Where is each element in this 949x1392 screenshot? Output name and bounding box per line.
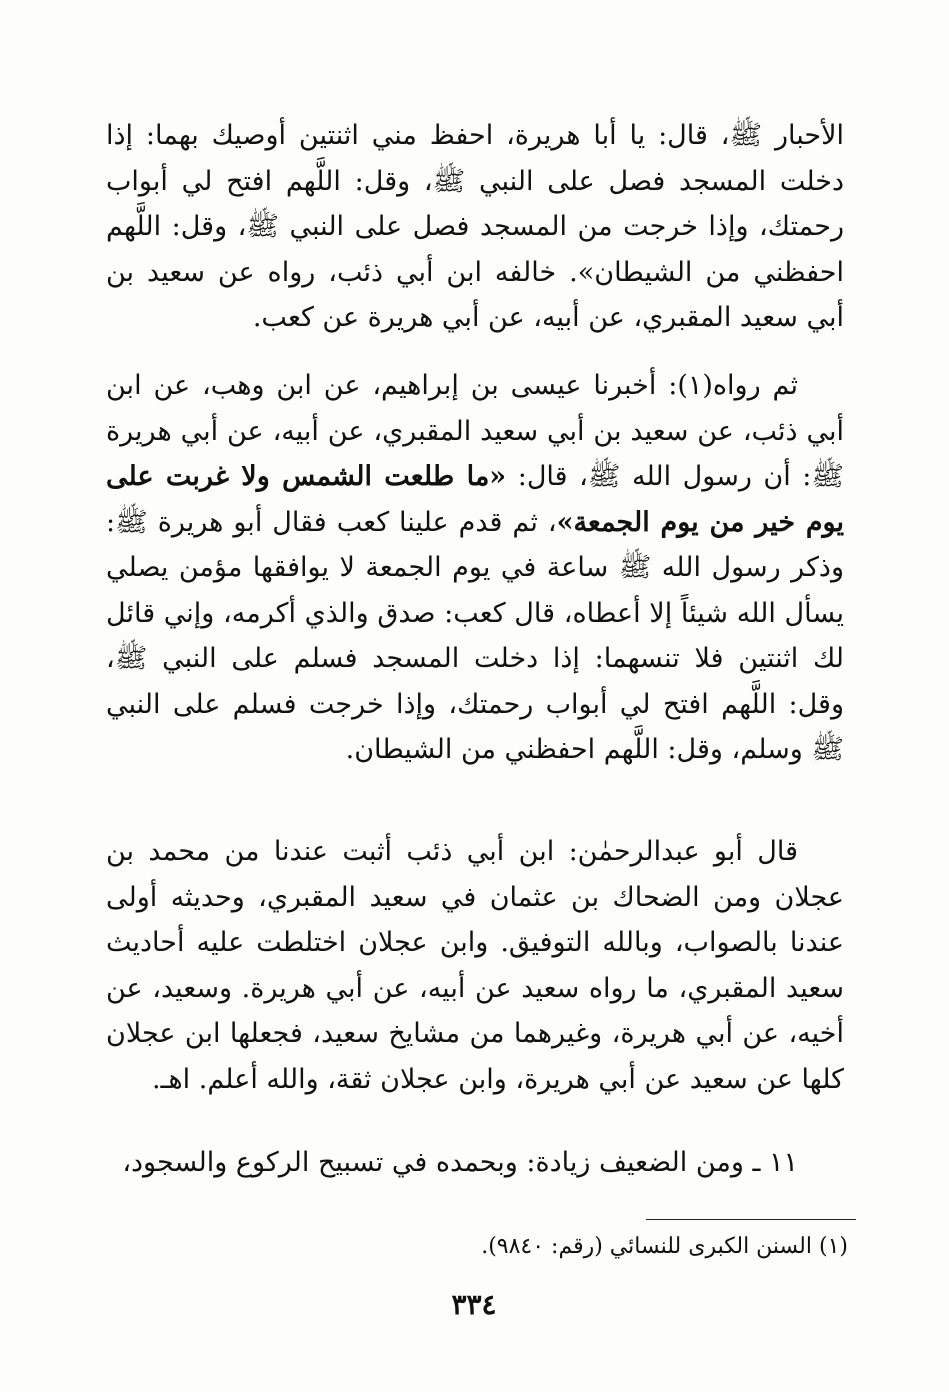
paragraph-1-text: الأحبار ﷺ، قال: يا أبا هريرة، احفظ مني اثنتين أوصيك بهما: إذا دخلت المسجد فصل على النبي ﷺ، وقل: اللَّهم افتح لي أبواب رحمتك، وإذا خرجت من المسجد فصل على النبي ﷺ، وقل: اللَّهم احفظني من الشيطان». خالفه ابن أبي ذئب، رواه عن سعيد بن أبي سعيد المقبري، عن أبيه، عن أبي هريرة عن كعب.: [106, 120, 844, 333]
footnote-divider: [646, 1219, 856, 1220]
hadith-quote-bold: «ما طلعت الشمس ولا غربت على يوم خير من يوم الجمعة»: [106, 461, 844, 538]
paragraph-author-comment: [106, 829, 844, 1102]
page-number: ٣٣٤: [451, 1288, 497, 1321]
paragraph-2-rest: ، ثم قدم علينا كعب فقال أبو هريرة ﷺ: وذكر رسول الله ﷺ ساعة في يوم الجمعة لا يوافقها مؤمن يصلي يسأل الله شيئاً إلا أعطاه، قال كعب: صدق والذي أكرمه، وإني قائل لك اثنتين فلا تنسهما: إذا دخلت المسجد فسلم على النبي ﷺ، وقل: اللَّهم افتح لي أبواب رحمتك، وإذا خرجت فسلم على النبي ﷺ وسلم، وقل: اللَّهم احفظني من الشيطان.: [106, 506, 844, 765]
paragraph-hadith-narration: [106, 363, 844, 773]
paragraph-numbered-item: [106, 1140, 844, 1186]
paragraph-4-text: ١١ ـ ومن الضعيف زيادة: وبحمده في تسبيح الركوع والسجود،: [122, 1147, 798, 1178]
footnote-text: (١) السنن الكبرى للنسائي (رقم: ٩٨٤٠).: [481, 1234, 848, 1259]
footnote: [300, 1230, 848, 1264]
paragraph-3-text: قال أبو عبدالرحمٰن: ابن أبي ذئب أثبت عندنا من محمد بن عجلان ومن الضحاك بن عثمان في سعيد المقبري، وحديثه أولى عندنا بالصواب، وبالله التوفيق. وابن عجلان اختلطت عليه أحاديث سعيد المقبري، ما رواه سعيد عن أبيه، عن أبي هريرة. وسعيد، عن أخيه، عن أبي هريرة، وغيرهما من مشايخ سعيد، فجعلها ابن عجلان كلها عن سعيد عن أبي هريرة، وابن عجلان ثقة، والله أعلم. اهـ.: [106, 836, 844, 1095]
paragraph-2-intro: ثم رواه(١): أخبرنا عيسى بن إبراهيم، عن ابن وهب، عن ابن أبي ذئب، عن سعيد بن أبي سعيد المقبري، عن أبيه، عن أبي هريرة ﷺ: أن رسول الله ﷺ، قال:: [106, 370, 844, 492]
paragraph-continuation: [106, 113, 844, 341]
